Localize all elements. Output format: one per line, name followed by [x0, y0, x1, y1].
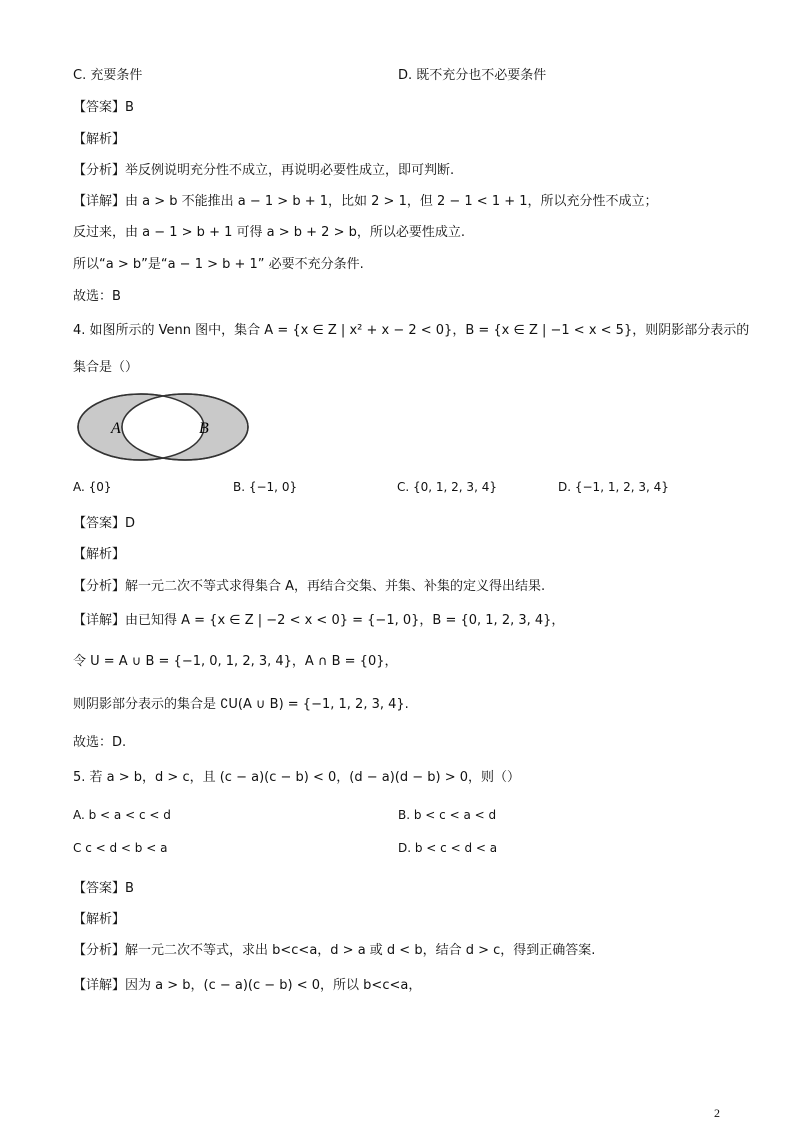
question-4: 4. 如图所示的 Venn 图中，集合 A = {x ∈ Z | x² + x − 2 < 0}，B = {x ∈ Z | −1 < x < 5}，则阴影部分表示的 — [73, 323, 750, 338]
analysis-text: 【分析】举反例说明充分性不成立，再说明必要性成立，即可判断. — [73, 163, 455, 178]
question-4-cont: 集合是（） — [73, 360, 139, 375]
detail-text: 反过来，由 a − 1 > b + 1 可得 a > b + 2 > b，所以必要性成立. — [73, 225, 465, 240]
detail-text: 令 U = A ∪ B = {−1, 0, 1, 2, 3, 4}，A ∩ B = {0}， — [73, 654, 398, 669]
q4-option-b: B. {−1, 0} — [233, 480, 298, 494]
analysis-label: 【解析】 — [73, 547, 126, 562]
analysis-text: 【分析】解一元二次不等式，求出 b<c<a，d > a 或 d < b，结合 d > c，得到正确答案. — [73, 943, 596, 958]
analysis-text: 【分析】解一元二次不等式求得集合 A，再结合交集、并集、补集的定义得出结果. — [73, 579, 546, 594]
answer-label: 【答案】B — [73, 881, 134, 896]
detail-text: 【详解】由已知得 A = {x ∈ Z | −2 < x < 0} = {−1, 0}，B = {0, 1, 2, 3, 4}， — [73, 613, 565, 628]
option-c: C. 充要条件 — [73, 68, 143, 83]
answer-label: 【答案】D — [73, 516, 136, 531]
q4-option-a: A. {0} — [73, 480, 112, 494]
choice-text: 故选：D. — [73, 735, 127, 750]
set-b-label: B — [199, 420, 209, 437]
option-d: D. 既不充分也不必要条件 — [398, 68, 547, 83]
q5-option-a: A. b < a < c < d — [73, 808, 171, 822]
analysis-label: 【解析】 — [73, 912, 126, 927]
set-a-label: A — [111, 420, 121, 437]
question-5: 5. 若 a > b，d > c，且 (c − a)(c − b) < 0，(d − a)(d − b) > 0，则（） — [73, 770, 521, 785]
detail-text: 【详解】因为 a > b，(c − a)(c − b) < 0，所以 b<c<a， — [73, 978, 422, 993]
page-number: 2 — [714, 1106, 720, 1120]
q4-option-d: D. {−1, 1, 2, 3, 4} — [558, 480, 669, 494]
detail-text: 【详解】由 a > b 不能推出 a − 1 > b + 1，比如 2 > 1，但 2 − 1 < 1 + 1，所以充分性不成立； — [73, 194, 658, 209]
q5-option-d: D. b < c < d < a — [398, 841, 498, 855]
q5-option-b: B. b < c < a < d — [398, 808, 497, 822]
q4-option-c: C. {0, 1, 2, 3, 4} — [397, 480, 497, 494]
q5-option-c: C c < d < b < a — [73, 841, 168, 855]
answer-label: 【答案】B — [73, 100, 134, 115]
venn-diagram — [73, 392, 253, 464]
detail-text: 则阴影部分表示的集合是 ∁U(A ∪ B) = {−1, 1, 2, 3, 4}. — [73, 697, 409, 712]
analysis-label: 【解析】 — [73, 132, 126, 147]
detail-text: 所以“a > b”是“a − 1 > b + 1” 必要不充分条件. — [73, 257, 364, 272]
choice-text: 故选：B — [73, 289, 121, 304]
